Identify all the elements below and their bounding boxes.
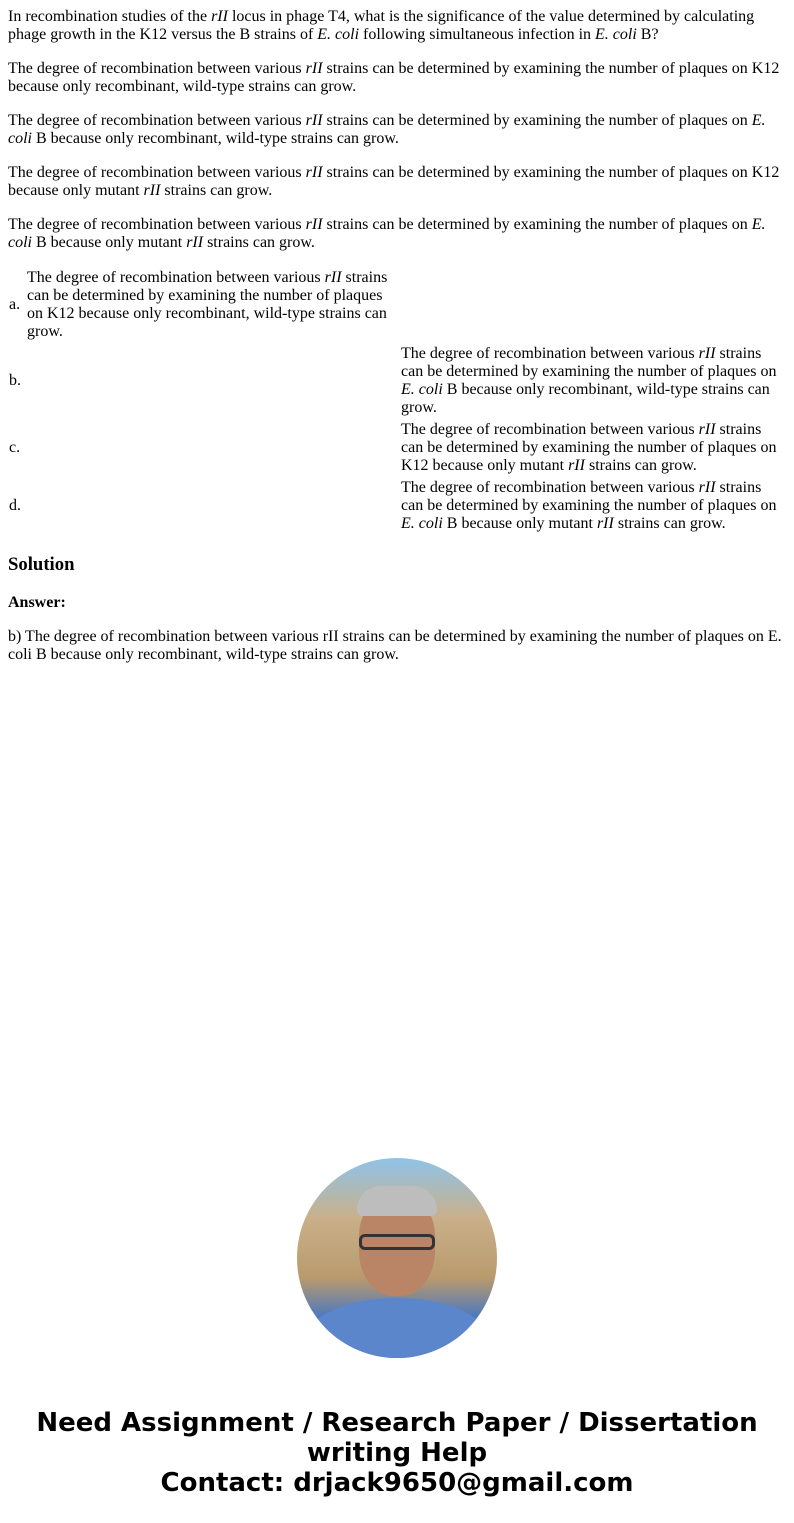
solution-heading: Solution (8, 554, 75, 575)
promo-contact: Contact: drjack9650@gmail.com (160, 1468, 634, 1498)
promo-line-1: Need Assignment / Research Paper / Dissertation writing Help (36, 1408, 758, 1468)
promo-footer (8, 1408, 786, 1498)
option-label: b. (9, 372, 21, 389)
option-paragraph-4: The degree of recombination between various rII strains can be determined by examining the number of plaques on E. coli B because only mutant rII strains can grow. (8, 216, 766, 251)
answer-label: Answer: (8, 594, 66, 611)
option-row-c (8, 420, 786, 476)
answer-text: b) The degree of recombination between various rII strains can be determined by examining the number of plaques on E. coli B because only recombinant, wild-type strains can grow. (8, 628, 782, 663)
option-row-d (8, 478, 786, 534)
question-text: In recombination studies of the rII locus in phage T4, what is the significance of the value determined by calculating phage growth in the K12 versus the B strains of E. coli following simultaneous infection in E. coli B? (8, 8, 755, 43)
option-text: The degree of recombination between various rII strains can be determined by examining the number of plaques on K12 because only recombinant, wild-type strains can grow. (27, 269, 388, 340)
option-text: The degree of recombination between various rII strains can be determined by examining the number of plaques on E. coli B because only recombinant, wild-type strains can grow. (401, 345, 777, 416)
option-text: The degree of recombination between various rII strains can be determined by examining the number of plaques on K12 because only mutant rII strains can grow. (401, 421, 777, 474)
option-paragraph-3: The degree of recombination between various rII strains can be determined by examining the number of plaques on K12 because only mutant rII strains can grow. (8, 164, 780, 199)
option-label: d. (9, 497, 21, 514)
option-label: c. (9, 439, 21, 456)
option-text: The degree of recombination between various rII strains can be determined by examining the number of plaques on E. coli B because only mutant rII strains can grow. (401, 479, 777, 532)
option-paragraph-2: The degree of recombination between various rII strains can be determined by examining the number of plaques on E. coli B because only recombinant, wild-type strains can grow. (8, 112, 766, 147)
option-row-a (8, 268, 786, 342)
author-avatar (297, 1158, 497, 1358)
option-row-b (8, 344, 786, 418)
option-paragraph-1: The degree of recombination between various rII strains can be determined by examining the number of plaques on K12 because only recombinant, wild-type strains can grow. (8, 60, 780, 95)
options-table (6, 266, 788, 536)
option-label: a. (9, 296, 21, 313)
